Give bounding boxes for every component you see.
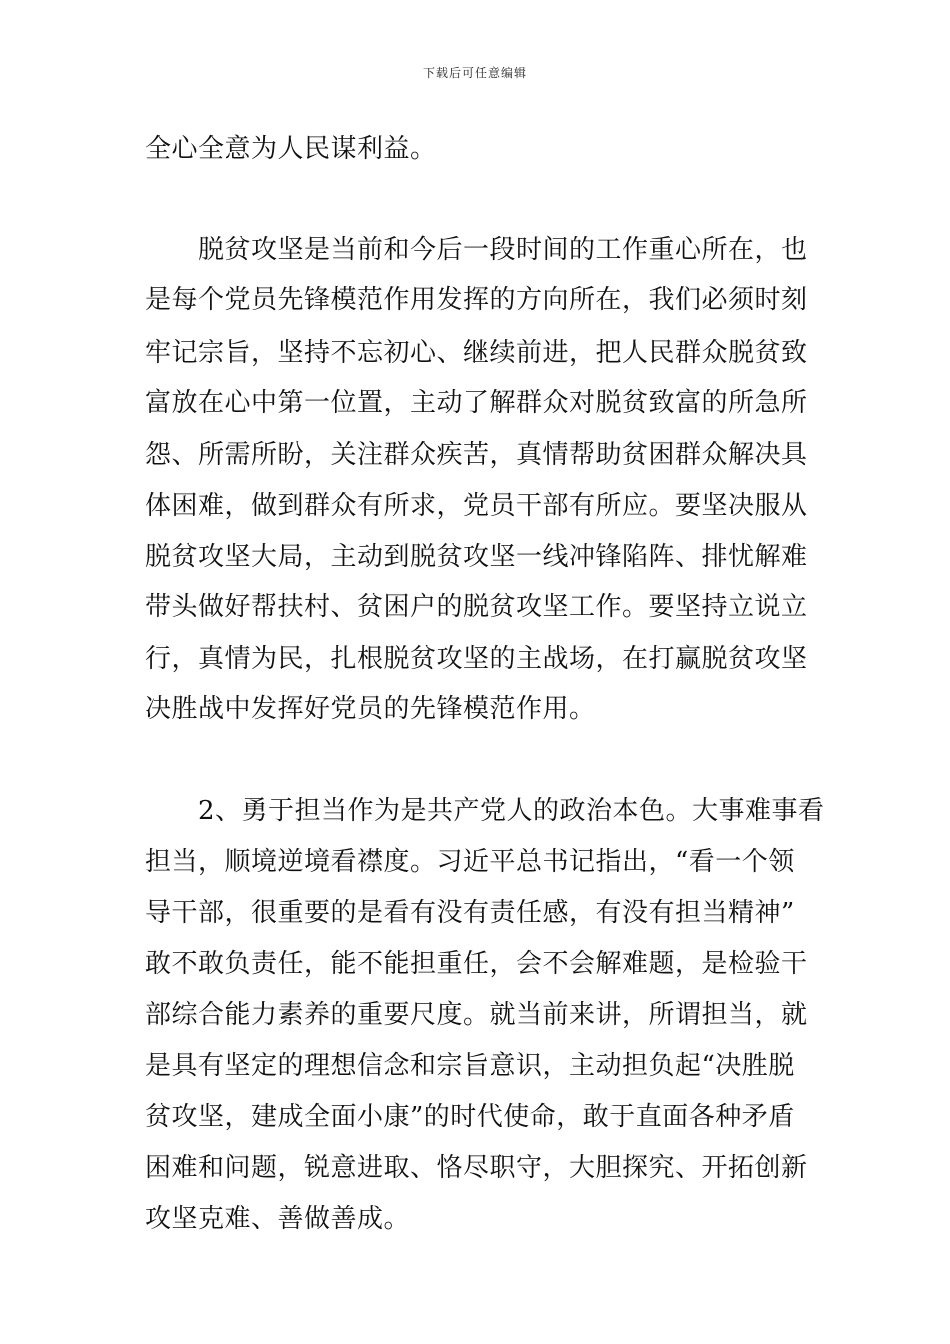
- paragraph-line: 2、勇于担当作为是共产党人的政治本色。大事难事看: [145, 796, 825, 826]
- paragraph-line: 决胜战中发挥好党员的先锋模范作用。: [145, 694, 596, 724]
- paragraph-line: 怨、所需所盼，关注群众疾苦，真情帮助贫困群众解决具: [145, 440, 808, 470]
- paragraph-line: 全心全意为人民谋利益。: [145, 134, 437, 164]
- paragraph-line: 担当，顺境逆境看襟度。习近平总书记指出，“看一个领: [145, 847, 795, 877]
- paragraph-line: 是每个党员先锋模范作用发挥的方向所在，我们必须时刻: [145, 285, 808, 315]
- paragraph-line: 脱贫攻坚是当前和今后一段时间的工作重心所在，也: [145, 235, 808, 265]
- paragraph-line: 脱贫攻坚大局，主动到脱贫攻坚一线冲锋陷阵、排忧解难: [145, 542, 808, 572]
- paragraph-line: 敢不敢负责任，能不能担重任，会不会解难题，是检验干: [145, 949, 808, 979]
- paragraph-line: 富放在心中第一位置，主动了解群众对脱贫致富的所急所: [145, 388, 808, 418]
- paragraph-line: 牢记宗旨，坚持不忘初心、继续前进，把人民群众脱贫致: [145, 338, 808, 368]
- paragraph-line: 部综合能力素养的重要尺度。就当前来讲，所谓担当，就: [145, 1000, 808, 1030]
- paragraph-line: 行，真情为民，扎根脱贫攻坚的主战场，在打赢脱贫攻坚: [145, 644, 808, 674]
- paragraph-line: 困难和问题，锐意进取、恪尽职守，大胆探究、开拓创新: [145, 1153, 808, 1183]
- paragraph-line: 攻坚克难、善做善成。: [145, 1204, 411, 1234]
- paragraph-line: 贫攻坚，建成全面小康”的时代使命，敢于直面各种矛盾: [145, 1102, 795, 1132]
- paragraph-line: 体困难，做到群众有所求，党员干部有所应。要坚决服从: [145, 491, 808, 521]
- paragraph-line: 带头做好帮扶村、贫困户的脱贫攻坚工作。要坚持立说立: [145, 592, 808, 622]
- paragraph-line: 导干部，很重要的是看有没有责任感，有没有担当精神”: [145, 898, 795, 928]
- page-header-note: 下载后可任意编辑: [422, 66, 527, 80]
- paragraph-line: 是具有坚定的理想信念和宗旨意识，主动担负起“决胜脱: [145, 1051, 795, 1081]
